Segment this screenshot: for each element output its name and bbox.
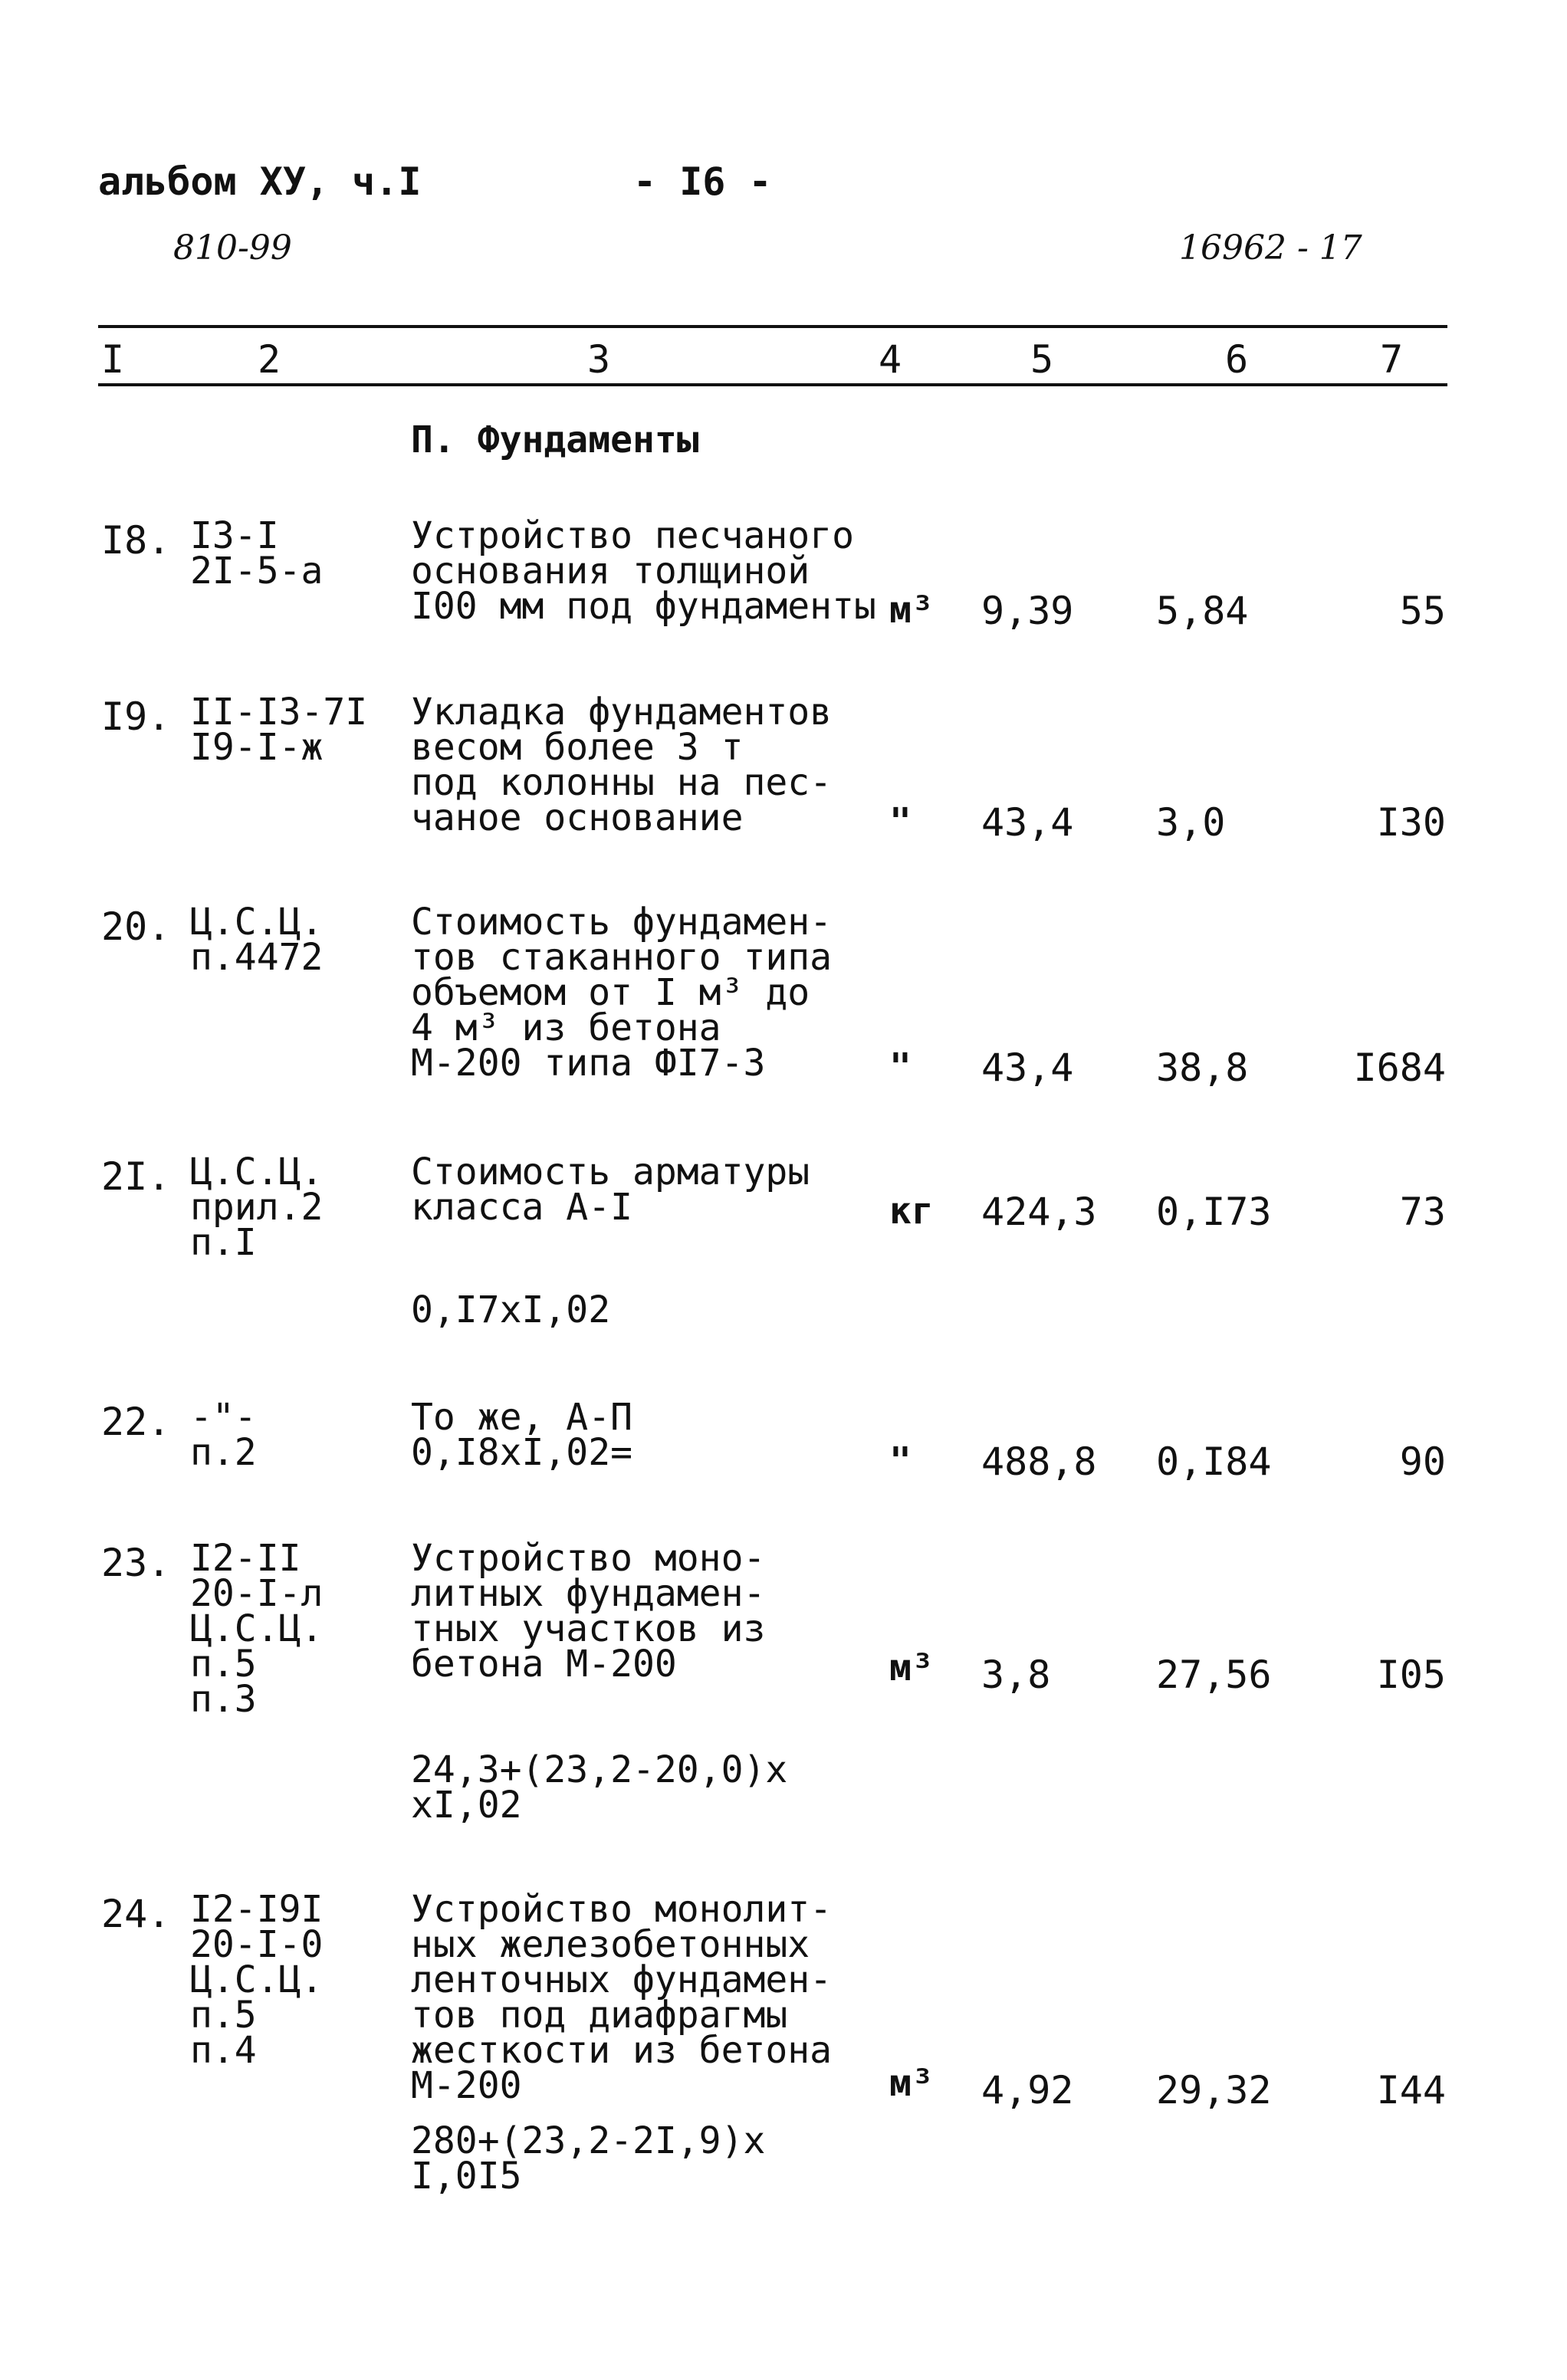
row-total: 90 — [1399, 1439, 1446, 1484]
row-unit-price: 0,I73 — [1156, 1190, 1272, 1234]
row-unit-price: 38,8 — [1156, 1046, 1249, 1090]
section-title: П. Фундаменты — [411, 419, 699, 461]
page-number: - I6 - — [633, 159, 772, 204]
row-total: I30 — [1376, 800, 1446, 845]
album-label: альбом ХУ, ч.I — [98, 159, 422, 204]
row-description: Стоимость арматуры класса А-I — [411, 1151, 810, 1229]
row-code: -"- п.2 — [190, 1396, 257, 1474]
row-total: 73 — [1399, 1190, 1446, 1234]
row-number: 22. — [101, 1400, 171, 1444]
row-formula: 0,I7хI,02 — [411, 1288, 611, 1331]
row-quantity: 43,4 — [981, 800, 1074, 845]
header-bottom-rule — [98, 383, 1447, 386]
row-description: То же, А-П 0,I8хI,02= — [411, 1396, 632, 1474]
row-quantity: 9,39 — [981, 589, 1074, 633]
row-number: I8. — [101, 518, 171, 563]
top-rule — [98, 325, 1447, 328]
row-code: I3-I 2I-5-а — [190, 514, 324, 593]
row-code: I2-II 20-I-л Ц.С.Ц. п.5 п.3 — [190, 1537, 324, 1721]
row-unit-price: 29,32 — [1156, 2068, 1272, 2112]
column-number-4: 4 — [879, 337, 902, 382]
row-unit: м³ — [889, 2062, 934, 2105]
row-formula: 24,3+(23,2-20,0)х хI,02 — [411, 1748, 788, 1827]
row-number: 24. — [101, 1892, 171, 1936]
row-unit-price: 3,0 — [1156, 800, 1226, 845]
column-number-2: 2 — [258, 337, 281, 382]
row-number: 23. — [101, 1541, 171, 1585]
row-quantity: 43,4 — [981, 1046, 1074, 1090]
row-unit: " — [889, 1046, 912, 1088]
row-unit: " — [889, 1439, 912, 1482]
row-code: II-I3-7I I9-I-ж — [190, 691, 368, 769]
row-formula: 280+(23,2-2I,9)х I,0I5 — [411, 2119, 766, 2198]
handwritten-note-left: 810-99 — [173, 228, 292, 268]
row-quantity: 488,8 — [981, 1439, 1097, 1484]
row-total: I684 — [1353, 1046, 1446, 1090]
row-number: 20. — [101, 904, 171, 949]
row-unit-price: 27,56 — [1156, 1653, 1272, 1697]
row-unit: кг — [889, 1190, 934, 1233]
row-total: 55 — [1399, 589, 1446, 633]
row-unit-price: 0,I84 — [1156, 1439, 1272, 1484]
row-code: Ц.С.Ц. п.4472 — [190, 901, 324, 979]
column-number-1: I — [101, 337, 125, 382]
row-code: I2-I9I 20-I-0 Ц.С.Ц. п.5 п.4 — [190, 1888, 324, 2072]
row-description: Устройство монолит- ных железобетонных ленточных фундамен- тов под диафрагмы жесткости из бетона М-200 — [411, 1888, 833, 2107]
row-unit: " — [889, 800, 912, 843]
row-number: I9. — [101, 694, 171, 739]
row-code: Ц.С.Ц. прил.2 п.I — [190, 1151, 324, 1264]
row-description: Стоимость фундамен- тов стаканного типа объемом от I м³ до 4 м³ из бетона М-200 типа ФI7-3 — [411, 901, 833, 1085]
column-number-5: 5 — [1030, 337, 1054, 382]
row-description: Укладка фундаментов весом более 3 т под колонны на пес- чаное основание — [411, 691, 833, 839]
column-number-3: 3 — [587, 337, 611, 382]
row-number: 2I. — [101, 1154, 171, 1199]
row-description: Устройство моно- литных фундамен- тных участков из бетона М-200 — [411, 1537, 766, 1686]
row-total: I44 — [1376, 2068, 1446, 2112]
row-description: Устройство песчаного основания толщиной I00 мм под фундаменты — [411, 514, 876, 628]
row-total: I05 — [1376, 1653, 1446, 1697]
column-number-7: 7 — [1380, 337, 1404, 382]
column-number-6: 6 — [1225, 337, 1249, 382]
row-unit: м³ — [889, 1646, 934, 1689]
row-quantity: 424,3 — [981, 1190, 1097, 1234]
row-unit: м³ — [889, 589, 934, 632]
row-quantity: 4,92 — [981, 2068, 1074, 2112]
row-unit-price: 5,84 — [1156, 589, 1249, 633]
handwritten-note-right: 16962 - 17 — [1179, 228, 1362, 268]
row-quantity: 3,8 — [981, 1653, 1051, 1697]
